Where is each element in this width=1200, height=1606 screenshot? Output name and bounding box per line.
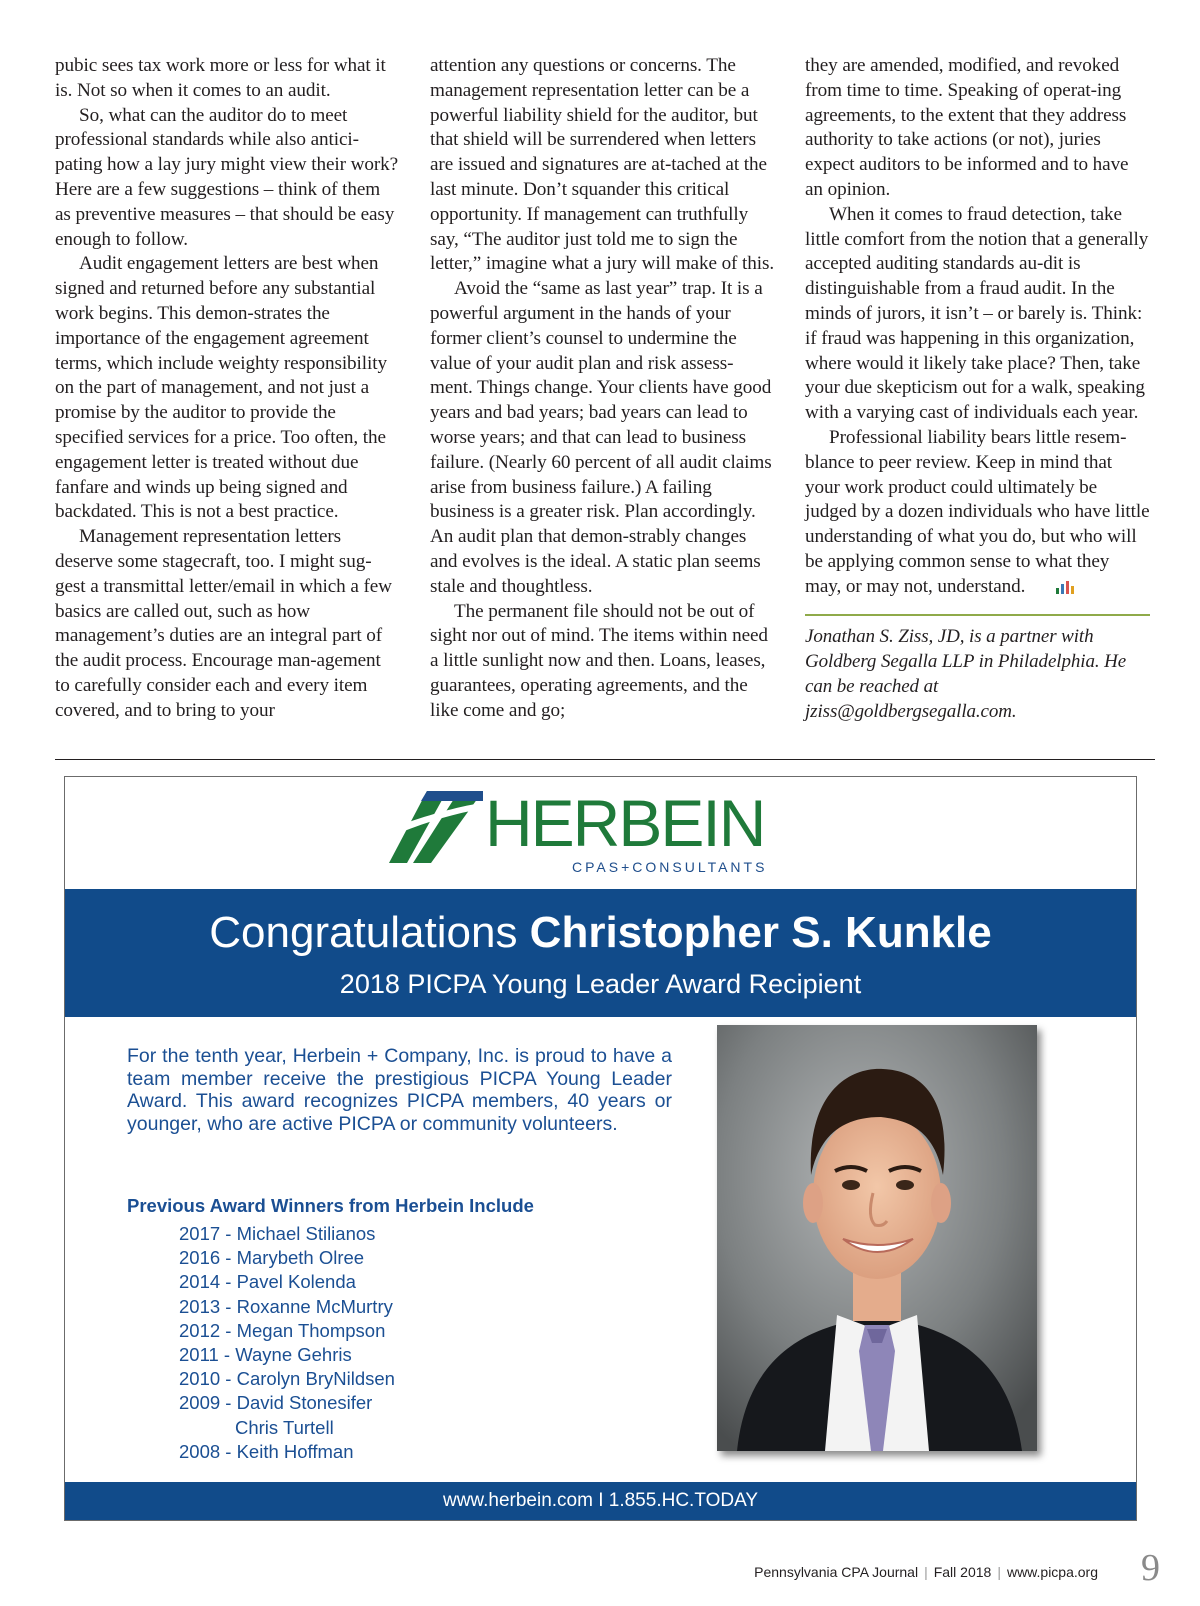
journal-name: Pennsylvania CPA Journal (754, 1564, 919, 1580)
congratulations-banner (65, 889, 1136, 1017)
article-paragraph: they are amended, modified, and revoked from time to time. Speaking of operat-ing agreements, to the extent that they address authority to take actions (or not), juries expect auditors to be informed and to have an opinion. (805, 55, 1129, 200)
bio-divider (805, 614, 1150, 616)
ad-contact-bar: www.herbein.com I 1.855.HC.TODAY (65, 1482, 1136, 1520)
winner-list-item: 2013 - Roxanne McMurtry (179, 1295, 393, 1317)
article-column-2 (430, 54, 775, 724)
winner-list-item: 2012 - Megan Thompson (179, 1319, 386, 1341)
page-number: 9 (1141, 1547, 1160, 1589)
page-footer (700, 1547, 1160, 1590)
winners-heading: Previous Award Winners from Herbein Include (127, 1195, 534, 1216)
article-paragraph: pubic sees tax work more or less for what it is. Not so when it comes to an audit. (55, 55, 386, 101)
article-end-mark-icon (1031, 577, 1051, 591)
article-paragraph: So, what can the auditor do to meet professional standards while also antici-pating how a lay jury might view their work? Here are a few suggestions – think of them as preventive measures – that should be easy enough to follow. (55, 104, 399, 250)
herbein-logo (387, 786, 768, 884)
winner-list-item: 2016 - Marybeth Olree (179, 1247, 365, 1269)
article-column-1 (55, 54, 400, 724)
article-paragraph: Audit engagement letters are best when signed and returned before any substantial work begins. This demon-strates the importance of the engagement agreement terms, which include weighty responsibility on the part of management, and not just a promise by the auditor to provide the specified services for a price. Too often, the engagement letter is treated without due fanfare and winds up being signed and backdated. This is not a best practice. (55, 253, 387, 523)
article-ad-separator (55, 759, 1155, 760)
winner-list-item: 2010 - Carolyn BryNildsen (179, 1368, 395, 1390)
issue-label: Fall 2018 (933, 1564, 992, 1580)
herbein-advertisement (64, 776, 1137, 1521)
article-column-3 (805, 54, 1150, 724)
winner-list-item: Chris Turtell (235, 1416, 334, 1438)
herbein-logo-mark-icon (387, 787, 483, 867)
footer-publication-line (754, 1564, 1098, 1580)
ad-intro-text: For the tenth year, Herbein + Company, Inc. is proud to have a team member receive the prestigious PICPA Young Leader Award. This award recognizes PICPA members, 40 years or younger, who are active PICPA or community volunteers. (127, 1045, 672, 1135)
article-paragraph: Professional liability bears little resem-blance to peer review. Keep in mind that your work product could ultimately be judged by a dozen individuals who have little understanding of what you do, but who will be applying common sense to what they may, or may not, understand. (805, 426, 1150, 597)
footer-separator: | (997, 1564, 1001, 1580)
portrait-image (717, 1025, 1037, 1451)
winner-list-item: 2017 - Michael Stilianos (179, 1223, 376, 1244)
footer-separator: | (924, 1564, 928, 1580)
honoree-photo (717, 1025, 1037, 1451)
site-url[interactable]: www.picpa.org (1006, 1564, 1098, 1580)
congratulations-prefix: Congratulations (209, 908, 530, 957)
winner-list-item: 2009 - David Stonesifer (179, 1392, 373, 1414)
winner-list-item: 2014 - Pavel Kolenda (179, 1271, 356, 1293)
award-title: 2018 PICPA Young Leader Award Recipient (339, 969, 862, 999)
herbein-tagline: CPAS+CONSULTANTS (572, 859, 768, 875)
congratulations-heading (65, 907, 1136, 959)
article-paragraph: Management representation letters deserve some stagecraft, too. I might sug-gest a transmittal letter/email in which a few basics are called out, such as how management’s duties are an integral part of the audit process. Encourage man-agement to carefully consider each and every item covered, and to bring to your (55, 526, 392, 721)
honoree-name: Christopher S. Kunkle (529, 908, 992, 957)
author-bio: Jonathan S. Ziss, JD, is a partner with Goldberg Segalla LLP in Philadelphia. He can be reached at jziss@goldbergsegalla.com. (805, 625, 1127, 722)
herbein-wordmark: HERBEIN (485, 786, 765, 860)
article-paragraph: When it comes to fraud detection, take little comfort from the notion that a generally accepted auditing standards au-dit is distinguishable from a fraud audit. In the minds of jurors, it isn’t – or barely is. Think: if fraud was happening in this organization, where would it likely take place? Then, take your due skepticism out for a walk, speaking with a varying cast of individuals each year. (805, 203, 1149, 424)
winner-list-item: 2011 - Wayne Gehris (179, 1344, 352, 1366)
article-paragraph: Avoid the “same as last year” trap. It is a powerful argument in the hands of your former client’s counsel to undermine the value of your audit plan and risk assess-ment. Things change. Your clients have good years and bad years; bad years can lead to worse years; and that can lead to business failure. (Nearly 60 percent of all audit claims arise from business failure.) A failing business is a greater risk. Plan accordingly. An audit plan that demon-strably changes and evolves is the ideal. A static plan seems stale and thoughtless. (430, 278, 772, 597)
winners-list (179, 1222, 599, 1464)
article-paragraph: The permanent file should not be out of sight nor out of mind. The items within need a little sunlight now and then. Loans, leases, guarantees, operating agreements, and the like come and go; (430, 600, 768, 721)
article-paragraph: attention any questions or concerns. The management representation letter can be a powerful liability shield for the auditor, but that shield will be surrendered when letters are issued and signatures are at-tached at the last minute. Don’t squander this critical opportunity. If management can truthfully say, “The auditor just told me to sign the letter,” imagine what a jury will make of this. (430, 55, 775, 275)
winner-list-item: 2008 - Keith Hoffman (179, 1440, 354, 1462)
column-3-paragraphs (805, 54, 1150, 600)
article-body (55, 54, 1150, 744)
